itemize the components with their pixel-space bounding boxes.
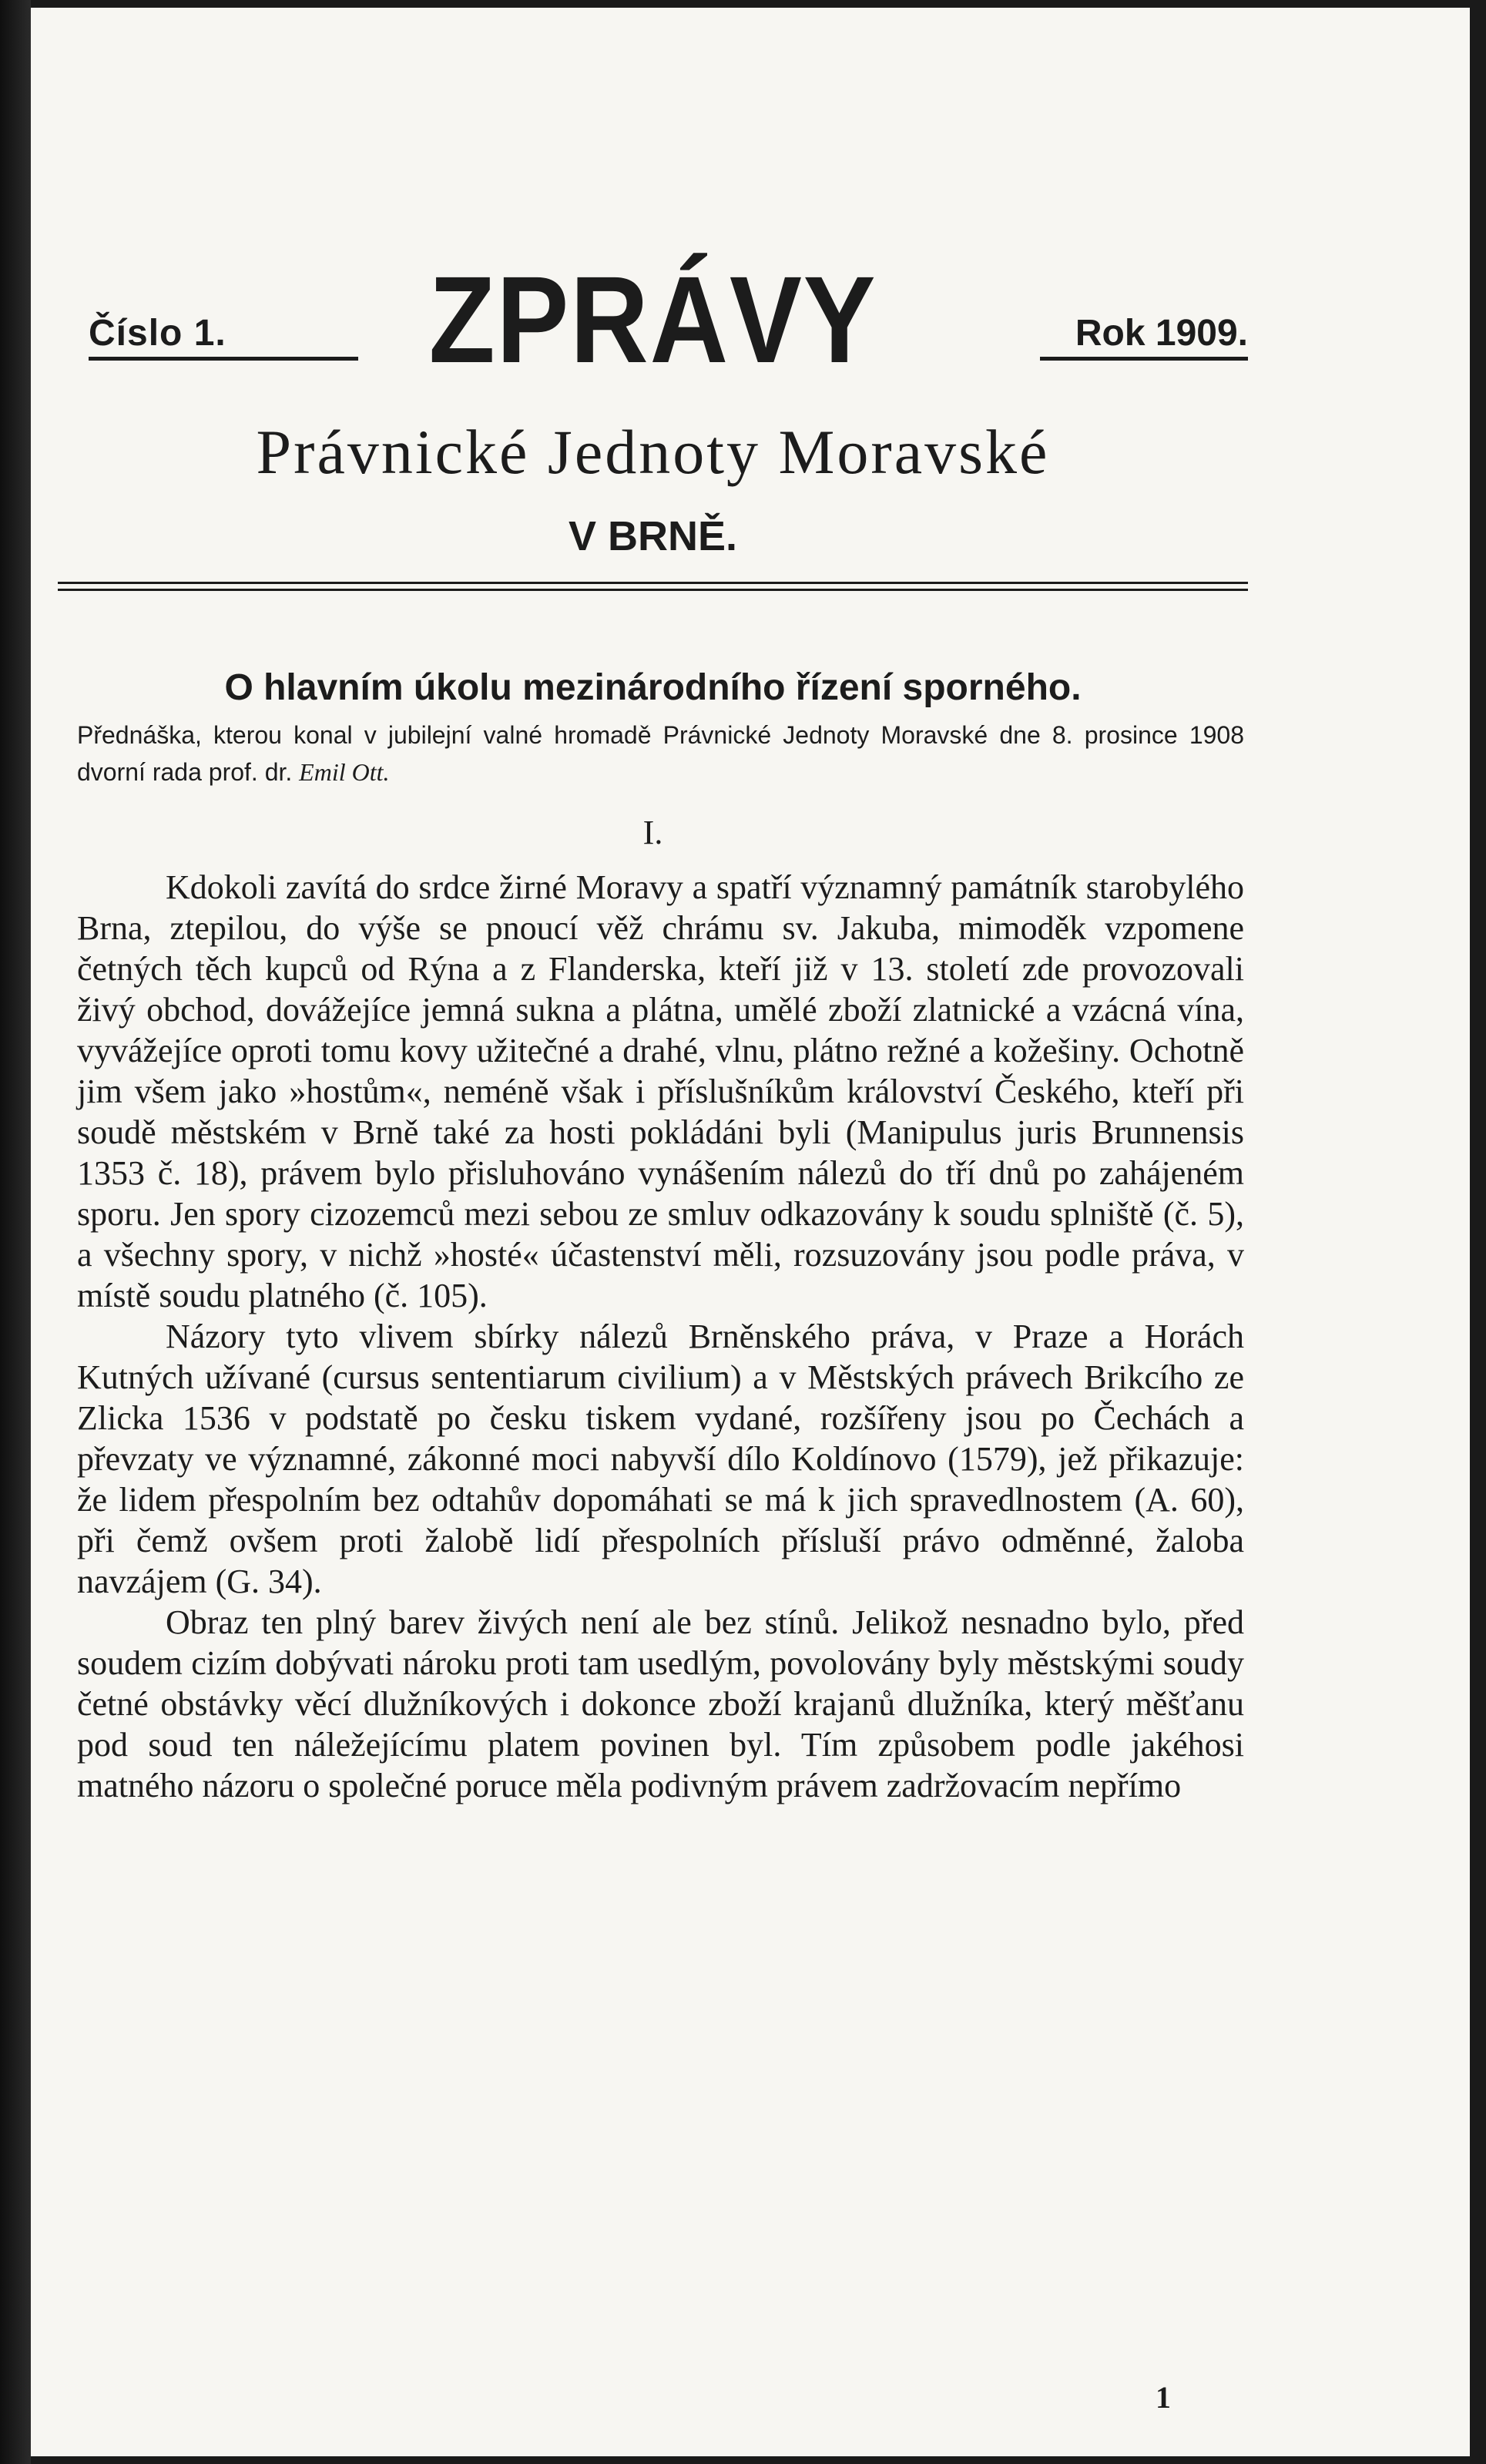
- double-rule-bottom: [58, 589, 1248, 591]
- paragraph: Kdokoli zavítá do srdce žirné Moravy a spatří významný památník starobylého Brna, ztepilou, do výše se pnoucí věž chrámu sv. Jakuba, mimoděk vzpomene četných těch kupců od Rýna a z Flanderska, kteří již v 13. století zde provozovali živý obchod, dovážejíce jemná sukna a plátna, umělé zboží zlatnické a vzácná vína, vyvážejíce oproti tomu kovy užitečné a drahé, vlnu, plátno režné a kožešiny. Ochotně jim všem jako »hostům«, neméně však i příslušníkům království Českého, kteří při soudě městském v Brně také za hosti pokládáni byli (Manipulus juris Brunnensis 1353 č. 18), právem bylo přisluhováno vynášením nálezů do tří dnů po zahájeném sporu. Jen spory cizozemců mezi sebou ze smluv odkazovány k soudu splniště (č. 5), a všechny spory, v nichž »hosté« účastenství měli, rozsuzovány jsou podle práva, v místě soudu platného (č. 105).: [77, 868, 1244, 1314]
- year-label: Rok 1909.: [1075, 313, 1248, 354]
- journal-place: V BRNĚ.: [568, 513, 738, 559]
- double-rule-top: [58, 582, 1248, 584]
- year-underline: [1040, 357, 1248, 361]
- scan-edge-shadow: [0, 0, 31, 2464]
- author-name: Emil Ott.: [299, 758, 390, 786]
- masthead: [58, 250, 1248, 397]
- journal-subtitle: Právnické Jednoty Moravské: [256, 417, 1050, 487]
- issue-label: Číslo 1.: [89, 313, 226, 354]
- lecture-note-text: Přednáška, kterou konal v jubilejní valné hromadě Právnické Jednoty Moravské dne 8. prosince 1908 dvorní rada prof. dr.: [77, 721, 1244, 786]
- page-number: 1: [1156, 2380, 1171, 2415]
- lecture-note: [77, 717, 1244, 791]
- paragraph: Obraz ten plný barev živých není ale bez stínů. Jelikož nesnadno bylo, před soudem cizím dobývati nároku proti tam usedlým, povolovány byly městskými soudy četné obstávky věcí dlužníkových i dokonce zboží krajanů dlužníka, který měšťanu pod soud ten náležejícímu platem povinen byl. Tím způsobem podle jakéhosi matného názoru o společné poruce měla podivným právem zadržovacím nepřímo: [77, 1603, 1244, 1804]
- paragraph: Názory tyto vlivem sbírky nálezů Brněnského práva, v Praze a Horách Kutných užívané (cursus sententiarum civilium) a v Městských právech Brikcího ze Zlicka 1536 v podstatě po česku tiskem vydané, rozšířeny jsou po Čechách a převzaty ve významné, zákonné moci nabyvší dílo Koldínovo (1579), jež přikazuje: že lidem přespolním bez odtahův dopomáhati se má k jich spravedlnostem (A. 60), při čemž ovšem proti žalobě lidí přespolních přísluší právo odměnné, žaloba navzájem (G. 34).: [77, 1318, 1244, 1600]
- article-heading: O hlavním úkolu mezinárodního řízení sporného.: [224, 667, 1082, 708]
- section-number: I.: [642, 814, 663, 851]
- article-body: [77, 867, 1244, 1806]
- journal-title: ZPRÁVY: [428, 250, 877, 388]
